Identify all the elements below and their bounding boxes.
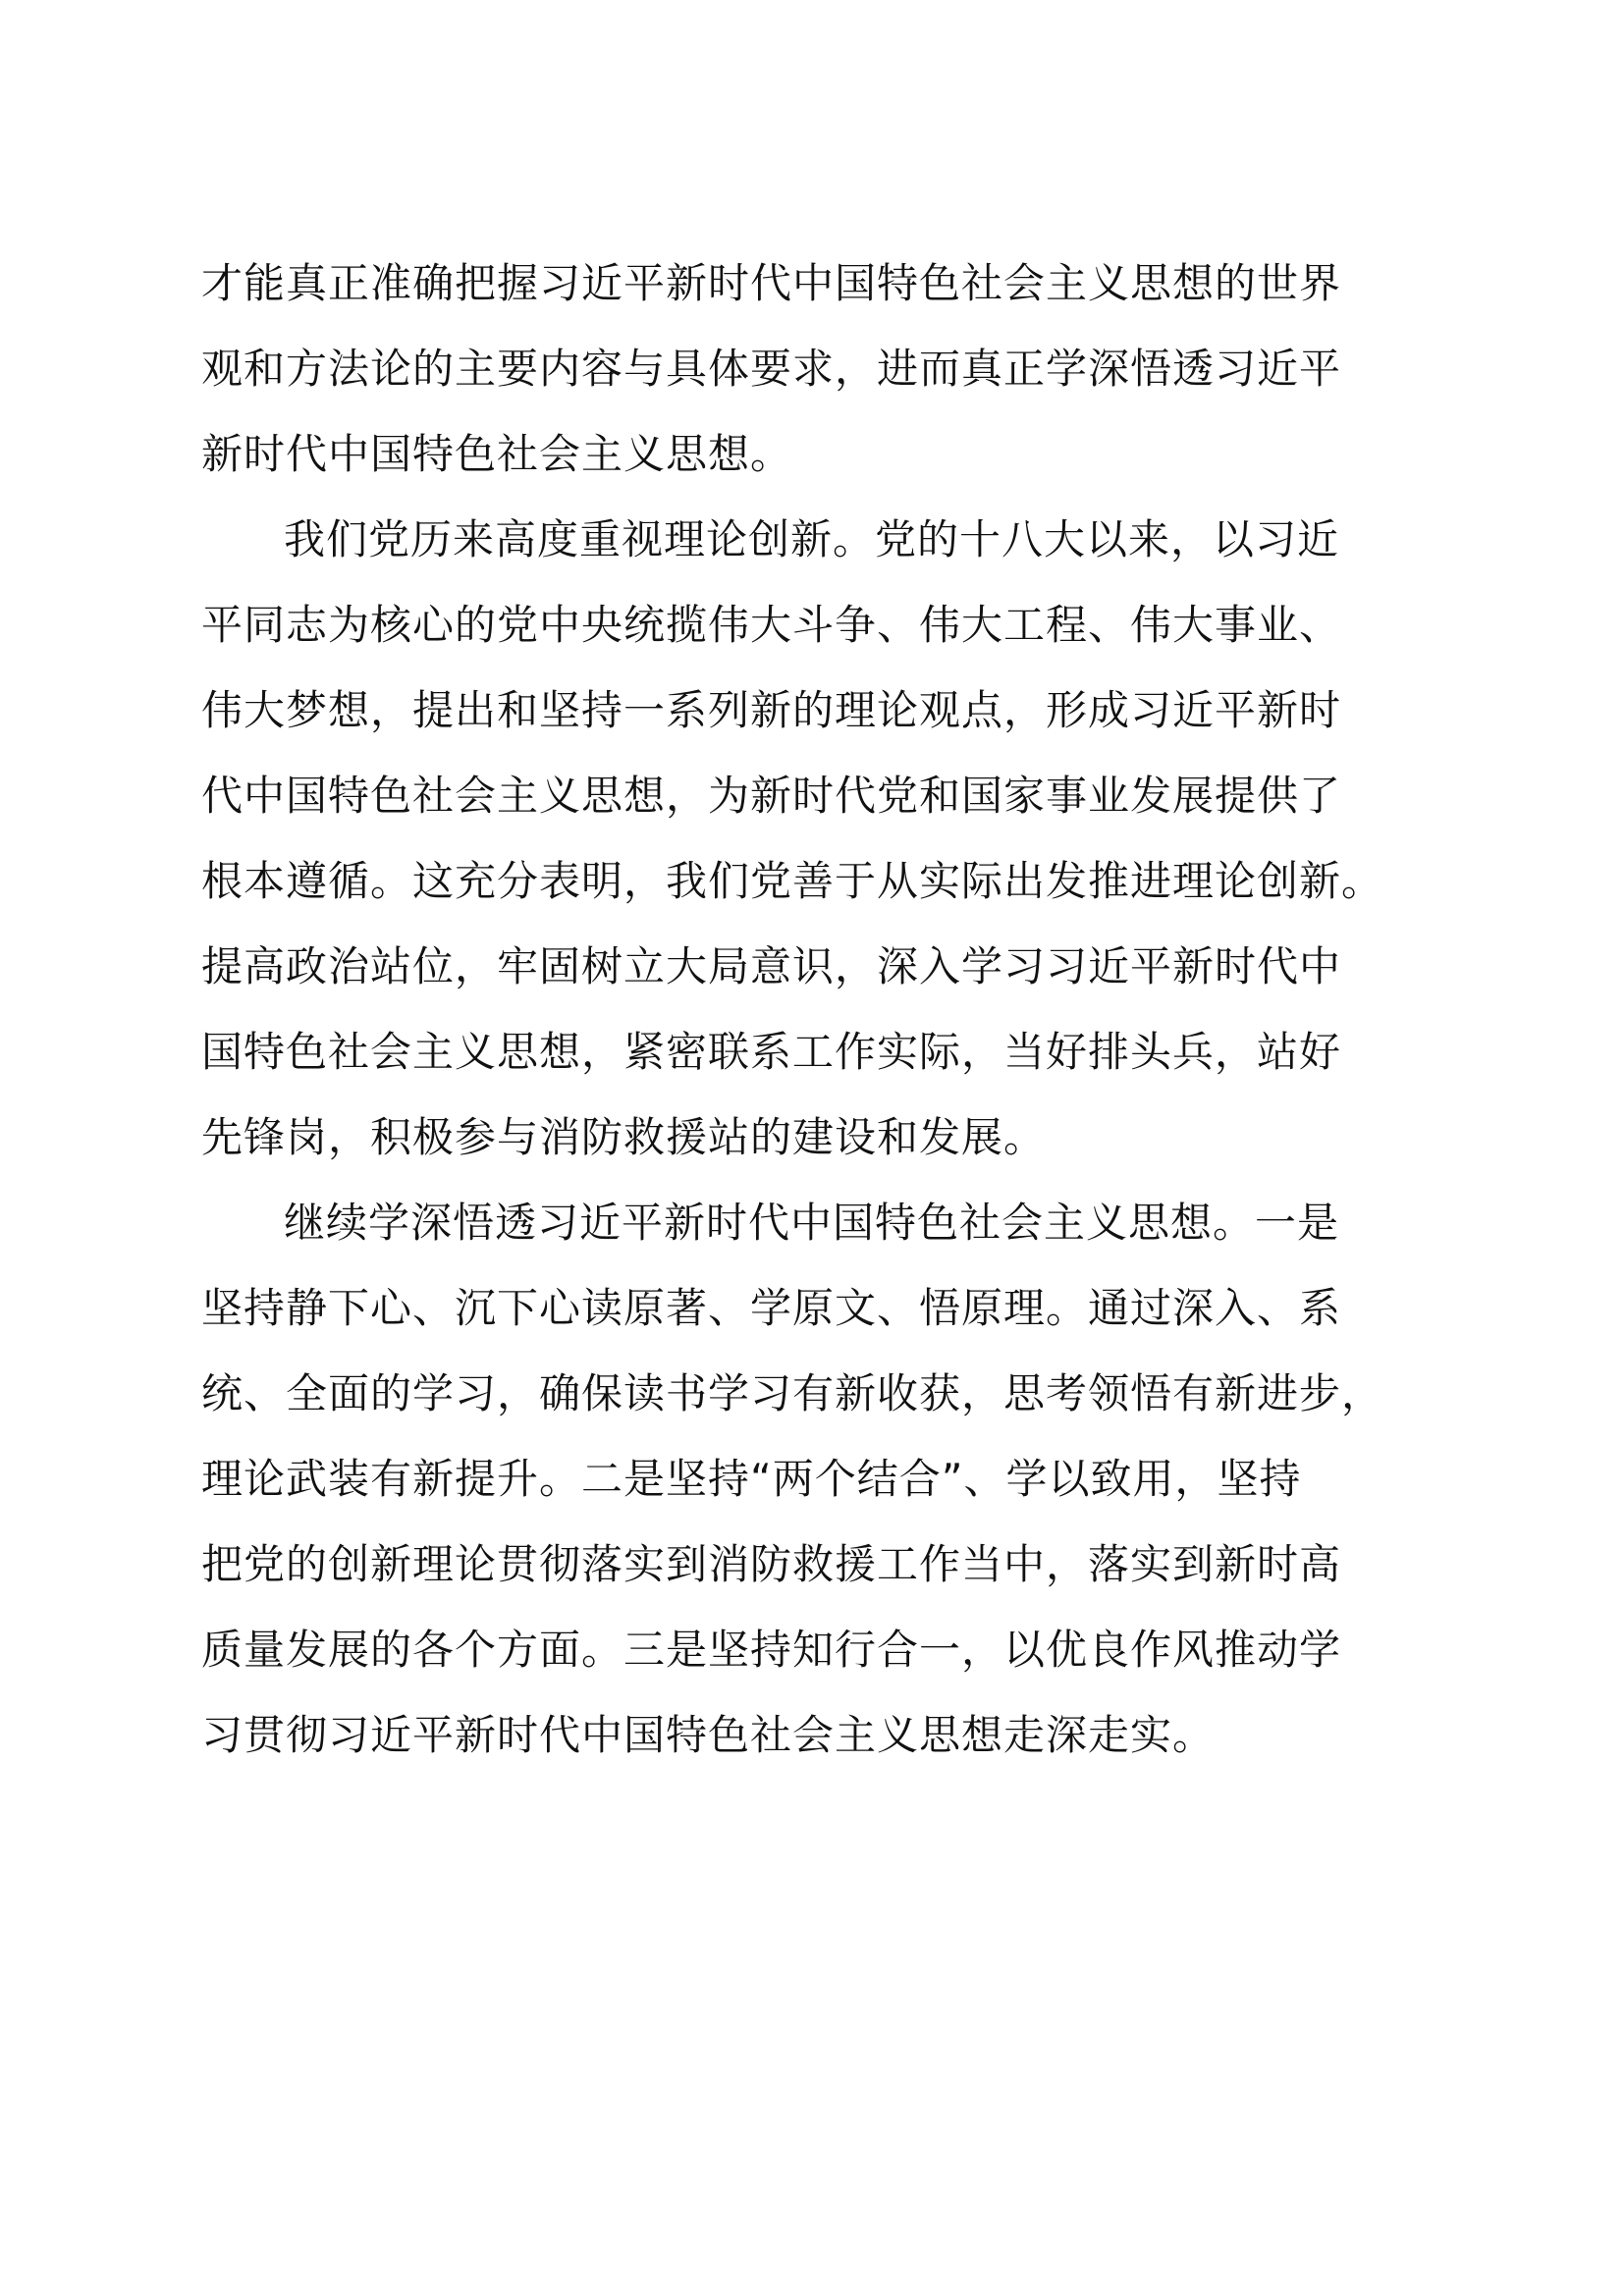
text-line: 代中国特色社会主义思想，为新时代党和国家事业发展提供了 [201, 772, 1342, 820]
text-line: 平同志为核心的党中央统揽伟大斗争、伟大工程、伟大事业、 [201, 601, 1342, 649]
text-line: 我们党历来高度重视理论创新。党的十八大以来，以习近 [284, 515, 1340, 563]
text-line: 伟大梦想，提出和坚持一系列新的理论观点，形成习近平新时 [201, 686, 1342, 734]
paragraph-1 [201, 240, 1424, 497]
paragraph-3 [201, 1180, 1424, 1778]
text-line: 坚持静下心、沉下心读原著、学原文、悟原理。通过深入、系 [201, 1284, 1342, 1332]
text-line: 把党的创新理论贯彻落实到消防救援工作当中，落实到新时高 [201, 1540, 1342, 1588]
text-line: 提高政治站位，牢固树立大局意识，深入学习习近平新时代中 [201, 942, 1342, 990]
text-line: 先锋岗，积极参与消防救援站的建设和发展。 [201, 1113, 1047, 1161]
text-line: 习贯彻习近平新时代中国特色社会主义思想走深走实。 [201, 1711, 1216, 1759]
text-line: 质量发展的各个方面。三是坚持知行合一，以优良作风推动学 [201, 1626, 1342, 1674]
text-line: 理论武装有新提升。二是坚持“两个结合”、学以致用，坚持 [201, 1455, 1302, 1503]
text-line: 新时代中国特色社会主义思想。 [201, 430, 793, 478]
text-line: 国特色社会主义思想，紧密联系工作实际，当好排头兵，站好 [201, 1028, 1342, 1076]
text-line: 继续学深悟透习近平新时代中国特色社会主义思想。一是 [284, 1199, 1340, 1247]
text-line: 观和方法论的主要内容与具体要求，进而真正学深悟透习近平 [201, 345, 1342, 393]
paragraph-2 [201, 497, 1424, 1180]
text-line: 根本遵循。这充分表明，我们党善于从实际出发推进理论创新。 [201, 857, 1384, 905]
text-line: 才能真正准确把握习近平新时代中国特色社会主义思想的世界 [201, 259, 1342, 307]
text-line: 统、全面的学习，确保读书学习有新收获，思考领悟有新进步， [201, 1369, 1384, 1417]
document-body [201, 240, 1424, 1778]
